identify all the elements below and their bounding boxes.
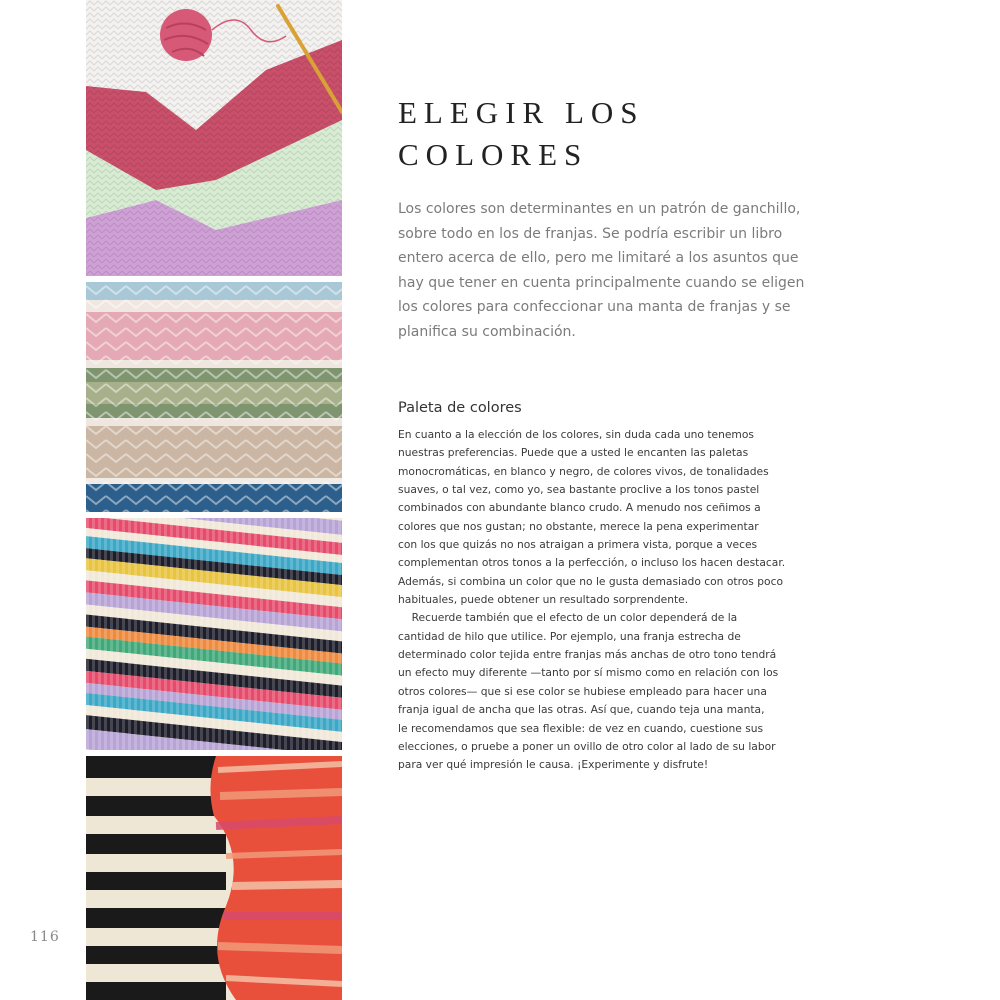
body-line: Recuerde también que el efecto de un color dependerá de la — [398, 611, 738, 625]
photo-black-cream-and-coral-blankets — [86, 756, 342, 1000]
body-line: franja igual de ancha que las otras. Así que, cuando teja una manta, — [398, 703, 765, 717]
body-line: cantidad de hilo que utilice. Por ejemplo, una franja estrecha de — [398, 629, 741, 643]
section-heading: Paleta de colores — [398, 400, 522, 416]
body-line: Además, si combina un color que no le gusta demasiado con otros poco — [398, 574, 783, 588]
body-line: para ver qué impresión le causa. ¡Experimente y disfrute! — [398, 758, 709, 772]
body-line: con los que quizás no nos atraigan a primera vista, porque a veces — [398, 538, 758, 552]
body-line: un efecto muy diferente —tanto por sí mismo como en relación con los — [398, 666, 779, 680]
body-line: suaves, o tal vez, como yo, sea bastante proclive a los tonos pastel — [398, 483, 760, 497]
intro-line: los colores para confeccionar una manta de franjas y se — [398, 299, 791, 315]
intro-line: sobre todo en los de franjas. Se podría escribir un libro — [398, 225, 783, 242]
body-line: elecciones, o pruebe a poner un ovillo de otro color al lado de su labor — [398, 739, 776, 753]
page-title — [398, 92, 818, 176]
body-line: otros colores— que si ese color se hubiese empleado para hacer una — [398, 684, 767, 698]
body-line: complementan otros tonos a la perfección, o incluso los hacen destacar. — [398, 556, 786, 570]
intro-line: Los colores son determinantes en un patrón de ganchillo, — [398, 201, 801, 217]
intro-line: planifica su combinación. — [398, 323, 576, 340]
page-title-line-2: COLORES — [398, 137, 589, 172]
body-line: combinados con abundante blanco crudo. A menudo nos ceñimos a — [398, 501, 761, 515]
photo-chevron-blanket-pink-mint-lilac — [86, 0, 342, 276]
body-line: monocromáticas, en blanco y negro, de colores vivos, de tonalidades — [398, 464, 769, 478]
body-line: habituales, puede obtener un resultado sorprendente. — [398, 593, 689, 607]
body-line: En cuanto a la elección de los colores, sin duda cada uno tenemos — [398, 428, 754, 441]
intro-line: hay que tener en cuenta principalmente cuando se eligen — [398, 274, 805, 291]
body-line: determinado color tejida entre franjas más anchas de otro tono tendrá — [398, 648, 777, 662]
section-body — [398, 426, 838, 775]
intro-line: entero acerca de ello, pero me limitaré a los asuntos que — [398, 250, 799, 266]
page-number: 116 — [30, 929, 60, 945]
body-line: le recomendamos que sea flexible: de vez en cuando, cuestione sus — [398, 721, 764, 735]
photo-column — [86, 0, 342, 1000]
page-title-line-1: ELEGIR LOS — [398, 95, 645, 130]
photo-diagonal-multicolor-stripes — [86, 518, 342, 750]
body-line: colores que nos gustan; no obstante, merece la pena experimentar — [398, 519, 759, 533]
intro-paragraph — [398, 197, 838, 344]
body-line: nuestras preferencias. Puede que a usted le encanten las paletas — [398, 446, 749, 460]
photo-wave-stitch-stripes — [86, 282, 342, 512]
